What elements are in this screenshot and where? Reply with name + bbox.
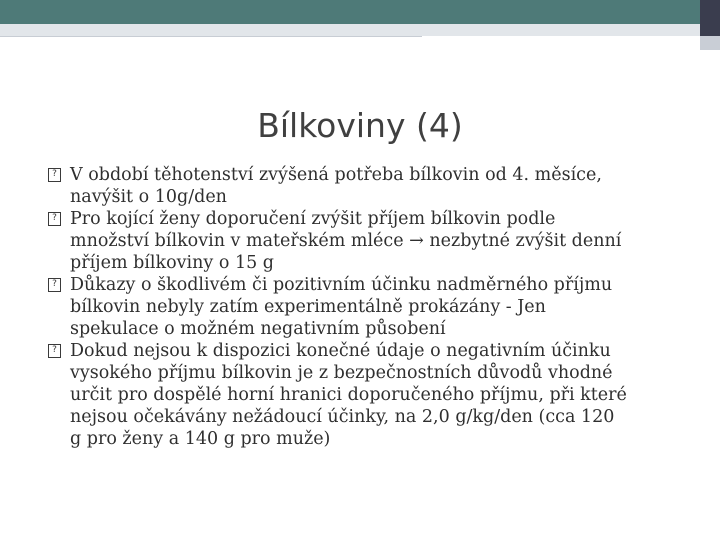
bullet-line: Důkazy o škodlivém či pozitivním účinku nadměrného příjmu xyxy=(70,275,613,295)
bullet-line: vysokého příjmu bílkovin je z bezpečnostních důvodů vhodné xyxy=(70,363,613,383)
bullet-item xyxy=(48,164,698,208)
bullet-line: množství bílkovin v mateřském mléce → nezbytné zvýšit denní xyxy=(70,231,622,251)
bullet-line: Dokud nejsou k dispozici konečné údaje o negativním účinku xyxy=(70,341,611,361)
bullet-line: navýšit o 10g/den xyxy=(70,187,227,207)
box-glyph-icon: ? xyxy=(48,168,61,182)
bullet-line: spekulace o možném negativním působení xyxy=(70,319,446,339)
bullet-item xyxy=(48,340,698,450)
box-glyph-icon: ? xyxy=(48,212,61,226)
header-band-light xyxy=(0,24,700,36)
header-band-teal xyxy=(0,0,720,24)
bullet-list xyxy=(48,164,698,450)
bullet-item xyxy=(48,274,698,340)
bullet-line: určit pro dospělé horní hranici doporučeného příjmu, při které xyxy=(70,385,627,405)
bullet-line: Pro kojící ženy doporučení zvýšit příjem bílkovin podle xyxy=(70,209,556,229)
bullet-line: nejsou očekávány nežádoucí účinky, na 2,0 g/kg/den (cca 120 xyxy=(70,407,615,427)
box-glyph-icon: ? xyxy=(48,278,61,292)
bullet-line: bílkovin nebyly zatím experimentálně prokázány - Jen xyxy=(70,297,546,317)
bullet-line: g pro ženy a 140 g pro muže) xyxy=(70,429,331,449)
slide-title: Bílkoviny (4) xyxy=(257,106,463,145)
bullet-line: V období těhotenství zvýšená potřeba bílkovin od 4. měsíce, xyxy=(70,165,602,185)
box-glyph-icon: ? xyxy=(48,344,61,358)
header-corner-light xyxy=(700,36,720,50)
bullet-line: příjem bílkoviny o 15 g xyxy=(70,253,274,273)
bullet-item xyxy=(48,208,698,274)
header-rule xyxy=(0,36,422,37)
